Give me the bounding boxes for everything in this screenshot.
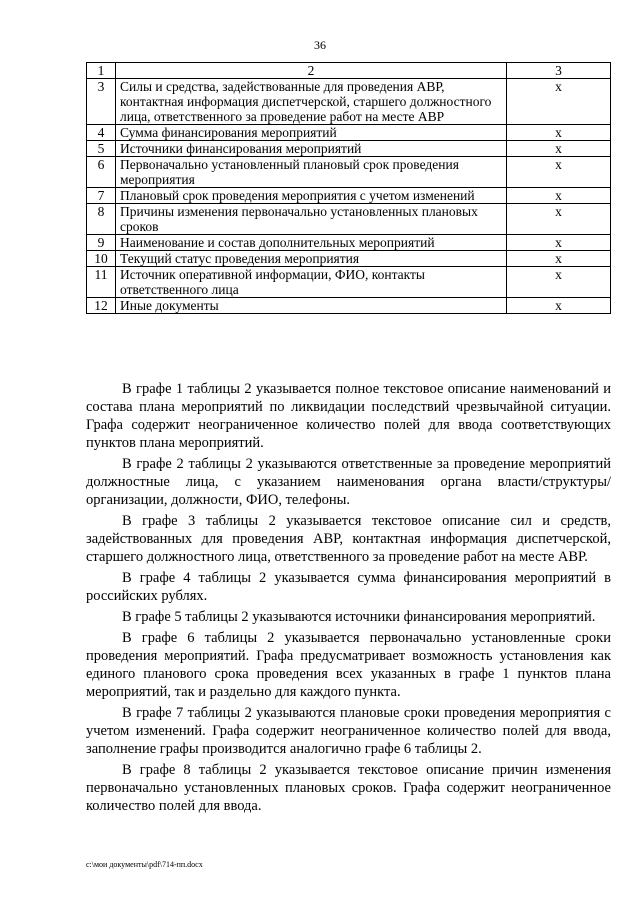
row-number: 5 [87,141,116,157]
table-row [87,204,611,235]
row-text: Плановый срок проведения мероприятия с учетом изменений [116,188,507,204]
row-number: 9 [87,235,116,251]
paragraph: В графе 2 таблицы 2 указываются ответственные за проведение мероприятий должностные лица, с указанием наименования органа власти/структуры/организации, должности, ФИО, телефоны. [86,456,611,508]
paragraph: В графе 3 таблицы 2 указывается текстовое описание сил и средств, задействованных для проведения АВР, контактная информация диспетчерской, старшего должностного лица, ответственного за проведение работ на месте АВР. [86,513,611,565]
row-mark: х [507,188,611,204]
row-text: Наименование и состав дополнительных мероприятий [116,235,507,251]
row-mark: х [507,141,611,157]
row-text: Источник оперативной информации, ФИО, контакты ответственного лица [116,267,507,298]
paragraph: В графе 4 таблицы 2 указывается сумма финансирования мероприятий в российских рублях. [86,570,611,604]
table-row [87,251,611,267]
row-number: 4 [87,125,116,141]
paragraph: В графе 6 таблицы 2 указывается первоначально установленные сроки проведения мероприятий. Графа предусматривает возможность установления как единого планового срока проведения всех указанных в графе 1 пунктов плана мероприятий, так и раздельно для каждого пункта. [86,630,611,700]
row-text: Источники финансирования мероприятий [116,141,507,157]
row-mark: х [507,157,611,188]
page-number: 36 [314,38,326,52]
row-number: 12 [87,298,116,314]
header-cell: 2 [116,63,507,79]
row-number: 6 [87,157,116,188]
row-number: 11 [87,267,116,298]
table-row [87,267,611,298]
row-mark: х [507,267,611,298]
row-number: 8 [87,204,116,235]
table-row [87,141,611,157]
row-number: 3 [87,79,116,125]
header-cell: 1 [87,63,116,79]
file-path-footer: c:\мои документы\pdf\714-пп.docx [86,860,203,869]
table-row [87,188,611,204]
row-text: Иные документы [116,298,507,314]
row-mark: х [507,251,611,267]
row-text: Силы и средства, задействованные для проведения АВР, контактная информация диспетчерской, старшего должностного лица, ответственного за проведение работ на месте АВР [116,79,507,125]
row-mark: х [507,204,611,235]
table-row [87,125,611,141]
row-text: Текущий статус проведения мероприятия [116,251,507,267]
paragraph: В графе 5 таблицы 2 указываются источники финансирования мероприятий. [122,609,596,625]
row-text: Первоначально установленный плановый срок проведения мероприятия [116,157,507,188]
table-header-row [87,63,611,79]
table-row [87,298,611,314]
row-number: 10 [87,251,116,267]
table-row [87,157,611,188]
paragraph: В графе 8 таблицы 2 указывается текстовое описание причин изменения первоначально установленных плановых сроков. Графа содержит неограниченное количество полей для ввода. [86,762,611,814]
body-text [86,380,611,818]
table-row [87,235,611,251]
row-mark: х [507,79,611,125]
row-text: Сумма финансирования мероприятий [116,125,507,141]
row-text: Причины изменения первоначально установленных плановых сроков [116,204,507,235]
row-mark: х [507,125,611,141]
row-mark: х [507,298,611,314]
row-mark: х [507,235,611,251]
header-cell: 3 [507,63,611,79]
paragraph: В графе 1 таблицы 2 указывается полное текстовое описание наименований и состава плана мероприятий по ликвидации последствий чрезвычайной ситуации. Графа содержит неограниченное количество полей для ввода соответствующих пунктов плана мероприятий. [86,381,611,451]
table-row [87,79,611,125]
data-table [86,62,611,314]
paragraph: В графе 7 таблицы 2 указываются плановые сроки проведения мероприятия с учетом изменений. Графа содержит неограниченное количество полей для ввода, заполнение графы производится аналогично графе 6 таблицы 2. [86,705,611,757]
row-number: 7 [87,188,116,204]
